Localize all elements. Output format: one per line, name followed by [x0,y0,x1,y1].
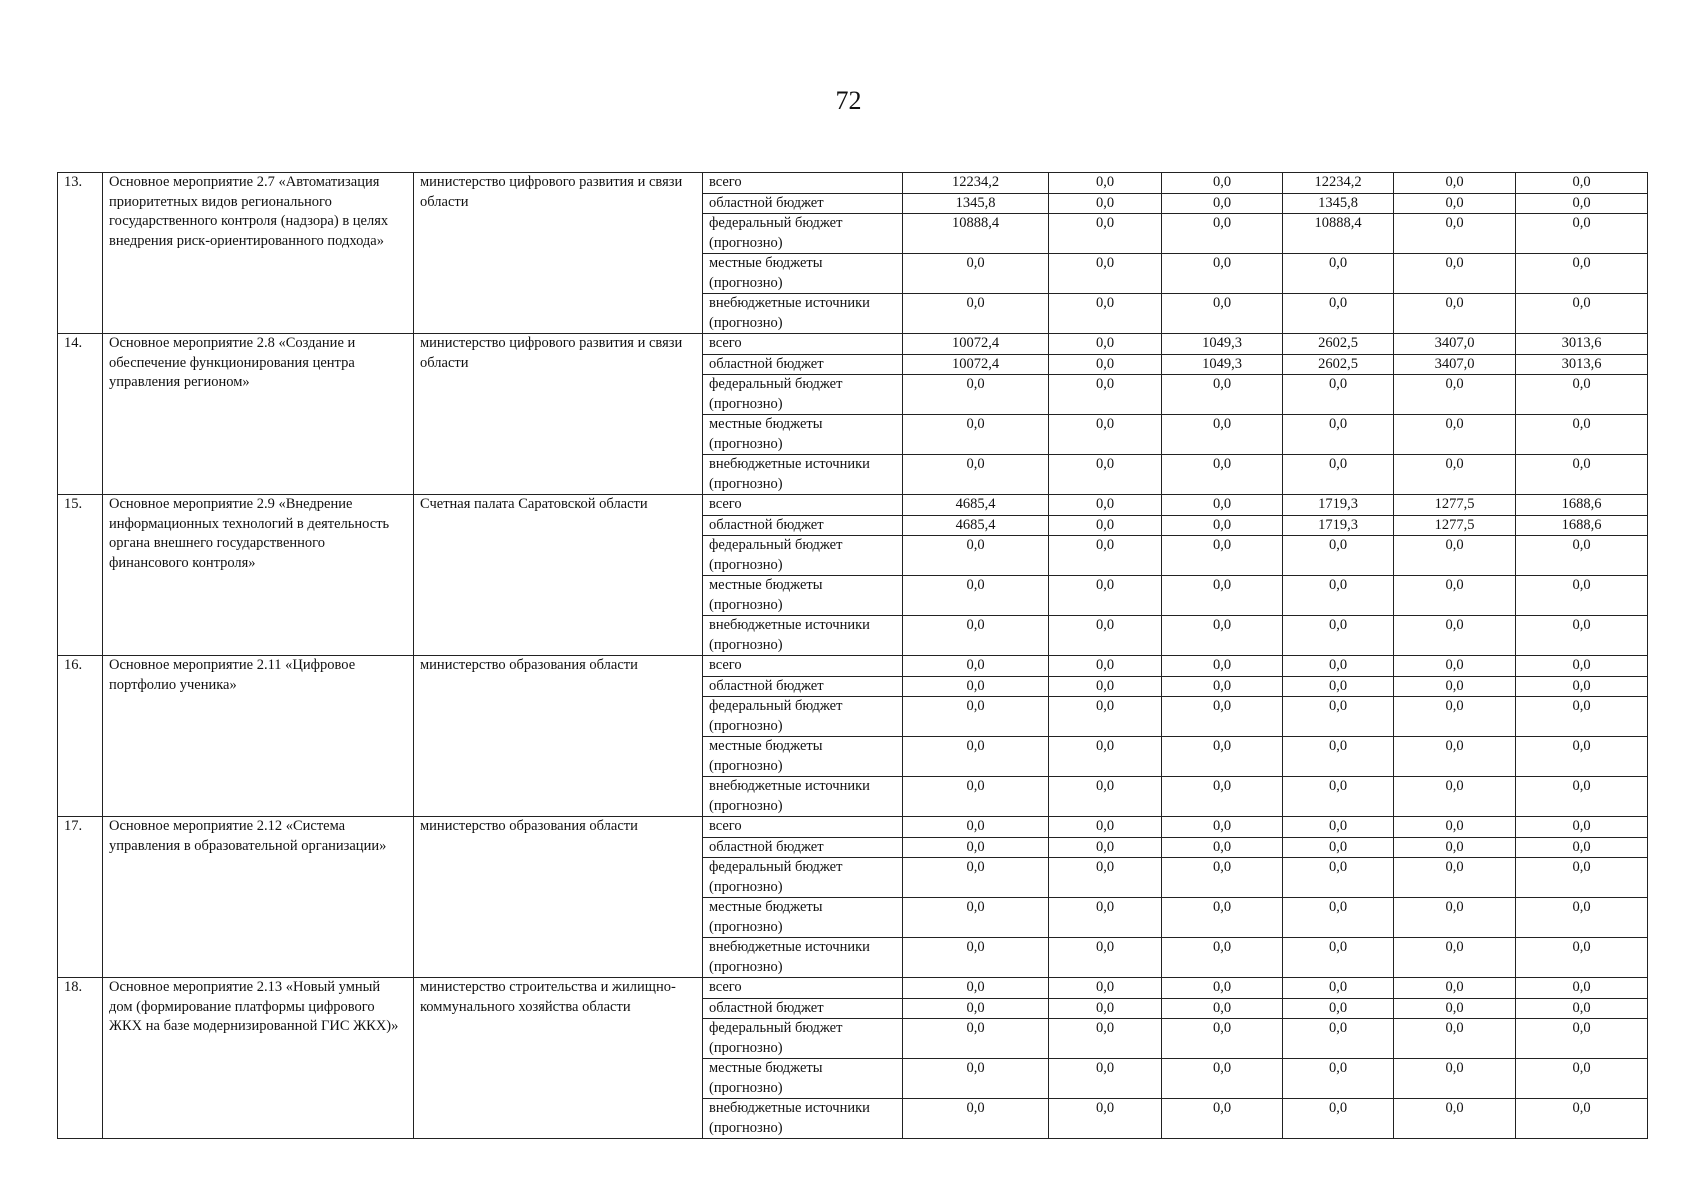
row-number: 15. [58,495,103,656]
funding-value: 0,0 [1283,294,1394,334]
funding-value: 0,0 [1162,938,1283,978]
funding-value: 0,0 [903,697,1049,737]
measure-title: Основное мероприятие 2.8 «Создание и обеспечение функционирования центра управления регионом» [103,334,414,495]
funding-value: 0,0 [1394,173,1516,194]
funding-value: 0,0 [1162,455,1283,495]
funding-source: всего [703,495,903,516]
funding-value: 0,0 [1049,536,1162,576]
funding-source: всего [703,817,903,838]
funding-value: 0,0 [1394,837,1516,858]
funding-value: 0,0 [903,455,1049,495]
funding-value: 0,0 [1394,254,1516,294]
funding-value: 0,0 [1516,214,1648,254]
funding-value: 0,0 [1049,294,1162,334]
funding-value: 0,0 [1162,375,1283,415]
funding-value: 0,0 [1394,294,1516,334]
executor: министерство цифрового развития и связи области [414,334,703,495]
funding-value: 0,0 [1516,455,1648,495]
funding-source: всего [703,173,903,194]
funding-source: местные бюджеты (прогнозно) [703,576,903,616]
funding-value: 10072,4 [903,354,1049,375]
funding-value: 0,0 [1162,415,1283,455]
funding-value: 0,0 [1162,616,1283,656]
funding-value: 10888,4 [903,214,1049,254]
funding-source: местные бюджеты (прогнозно) [703,415,903,455]
funding-value: 0,0 [1394,978,1516,999]
funding-value: 0,0 [1516,415,1648,455]
measure-title: Основное мероприятие 2.11 «Цифровое портфолио ученика» [103,656,414,817]
funding-value: 0,0 [1394,193,1516,214]
funding-value: 0,0 [903,375,1049,415]
funding-value: 0,0 [1283,455,1394,495]
funding-source: местные бюджеты (прогнозно) [703,737,903,777]
funding-value: 0,0 [1049,676,1162,697]
funding-value: 0,0 [1162,837,1283,858]
funding-value: 0,0 [903,616,1049,656]
funding-source: федеральный бюджет (прогнозно) [703,214,903,254]
funding-value: 12234,2 [903,173,1049,194]
table-row [58,495,1648,516]
row-number: 18. [58,978,103,1139]
funding-value: 0,0 [1394,697,1516,737]
funding-value: 0,0 [1283,1059,1394,1099]
funding-table [57,172,1648,1139]
funding-value: 0,0 [1394,455,1516,495]
funding-value: 0,0 [1049,998,1162,1019]
funding-value: 0,0 [903,1059,1049,1099]
row-number: 14. [58,334,103,495]
funding-value: 3013,6 [1516,334,1648,355]
funding-value: 0,0 [1049,515,1162,536]
funding-source: областной бюджет [703,515,903,536]
funding-value: 4685,4 [903,515,1049,536]
funding-value: 0,0 [903,294,1049,334]
funding-value: 0,0 [903,536,1049,576]
funding-value: 0,0 [1394,998,1516,1019]
funding-value: 0,0 [1283,1099,1394,1139]
funding-value: 0,0 [1394,536,1516,576]
funding-value: 0,0 [1049,616,1162,656]
funding-value: 0,0 [1283,817,1394,838]
funding-value: 12234,2 [1283,173,1394,194]
funding-value: 0,0 [1394,1019,1516,1059]
funding-value: 0,0 [1049,193,1162,214]
funding-value: 0,0 [903,837,1049,858]
funding-value: 0,0 [1049,777,1162,817]
funding-value: 0,0 [1516,978,1648,999]
funding-value: 0,0 [1283,656,1394,677]
funding-value: 0,0 [1162,1099,1283,1139]
funding-source: федеральный бюджет (прогнозно) [703,536,903,576]
funding-value: 0,0 [903,415,1049,455]
funding-value: 0,0 [1162,697,1283,737]
funding-value: 0,0 [1283,536,1394,576]
funding-value: 0,0 [903,1019,1049,1059]
executor: министерство образования области [414,817,703,978]
funding-value: 0,0 [1394,576,1516,616]
funding-value: 0,0 [1162,515,1283,536]
funding-value: 3407,0 [1394,334,1516,355]
funding-value: 0,0 [1516,898,1648,938]
funding-value: 0,0 [1049,1059,1162,1099]
executor: министерство образования области [414,656,703,817]
funding-source: внебюджетные источники (прогнозно) [703,455,903,495]
funding-value: 0,0 [903,817,1049,838]
funding-value: 2602,5 [1283,354,1394,375]
funding-value: 1277,5 [1394,495,1516,516]
funding-value: 0,0 [903,777,1049,817]
funding-value: 0,0 [1049,375,1162,415]
funding-value: 0,0 [903,576,1049,616]
funding-value: 0,0 [1516,294,1648,334]
funding-value: 0,0 [1162,294,1283,334]
funding-value: 0,0 [1162,817,1283,838]
funding-source: областной бюджет [703,676,903,697]
funding-source: местные бюджеты (прогнозно) [703,898,903,938]
funding-value: 0,0 [1162,536,1283,576]
funding-value: 0,0 [1516,998,1648,1019]
funding-value: 0,0 [1049,656,1162,677]
funding-value: 0,0 [1394,898,1516,938]
funding-value: 0,0 [1394,1059,1516,1099]
funding-source: внебюджетные источники (прогнозно) [703,616,903,656]
funding-value: 0,0 [1516,536,1648,576]
funding-source: областной бюджет [703,998,903,1019]
funding-source: федеральный бюджет (прогнозно) [703,375,903,415]
funding-value: 0,0 [1049,737,1162,777]
table-row [58,173,1648,194]
funding-value: 0,0 [1162,254,1283,294]
funding-value: 0,0 [1162,656,1283,677]
funding-value: 0,0 [903,656,1049,677]
funding-value: 0,0 [1516,1059,1648,1099]
funding-value: 0,0 [1049,415,1162,455]
funding-source: всего [703,334,903,355]
funding-value: 0,0 [1516,1099,1648,1139]
funding-value: 0,0 [1162,777,1283,817]
table-row [58,656,1648,677]
funding-value: 0,0 [1049,697,1162,737]
measure-title: Основное мероприятие 2.9 «Внедрение информационных технологий в деятельность органа внешнего государственного финансового контроля» [103,495,414,656]
funding-value: 0,0 [1049,978,1162,999]
funding-value: 0,0 [1049,1019,1162,1059]
measure-title: Основное мероприятие 2.7 «Автоматизация приоритетных видов регионального государственного контроля (надзора) в целях внедрения риск-ориентированного подхода» [103,173,414,334]
funding-value: 0,0 [1394,656,1516,677]
funding-value: 0,0 [1049,938,1162,978]
funding-value: 1049,3 [1162,354,1283,375]
funding-value: 0,0 [1516,616,1648,656]
funding-value: 0,0 [1516,656,1648,677]
funding-value: 0,0 [1283,576,1394,616]
funding-value: 1049,3 [1162,334,1283,355]
funding-value: 1345,8 [1283,193,1394,214]
funding-value: 0,0 [1049,334,1162,355]
funding-value: 0,0 [1162,978,1283,999]
funding-value: 0,0 [1283,616,1394,656]
funding-value: 0,0 [1516,837,1648,858]
funding-value: 0,0 [1516,193,1648,214]
funding-value: 0,0 [1049,817,1162,838]
funding-value: 10072,4 [903,334,1049,355]
funding-value: 0,0 [1162,495,1283,516]
funding-value: 0,0 [1394,938,1516,978]
funding-value: 0,0 [1283,938,1394,978]
funding-value: 10888,4 [1283,214,1394,254]
funding-value: 0,0 [1516,697,1648,737]
funding-value: 0,0 [1394,415,1516,455]
funding-value: 1688,6 [1516,495,1648,516]
funding-value: 0,0 [1049,254,1162,294]
funding-value: 0,0 [1516,375,1648,415]
funding-value: 0,0 [1283,898,1394,938]
funding-value: 0,0 [1162,576,1283,616]
funding-value: 1345,8 [903,193,1049,214]
funding-value: 0,0 [903,938,1049,978]
table-row [58,817,1648,838]
funding-source: внебюджетные источники (прогнозно) [703,938,903,978]
funding-value: 0,0 [1049,898,1162,938]
funding-value: 1719,3 [1283,495,1394,516]
funding-value: 0,0 [903,254,1049,294]
funding-value: 0,0 [903,978,1049,999]
funding-value: 0,0 [1049,837,1162,858]
funding-source: областной бюджет [703,193,903,214]
funding-value: 0,0 [1516,1019,1648,1059]
funding-value: 0,0 [1283,375,1394,415]
funding-value: 2602,5 [1283,334,1394,355]
funding-value: 0,0 [1162,858,1283,898]
funding-value: 0,0 [1394,737,1516,777]
funding-value: 0,0 [1516,737,1648,777]
funding-value: 0,0 [1283,837,1394,858]
funding-value: 0,0 [1516,858,1648,898]
funding-value: 0,0 [903,676,1049,697]
funding-source: внебюджетные источники (прогнозно) [703,777,903,817]
executor: министерство строительства и жилищно-коммунального хозяйства области [414,978,703,1139]
funding-value: 0,0 [903,737,1049,777]
funding-value: 0,0 [1283,777,1394,817]
funding-value: 0,0 [1162,173,1283,194]
funding-value: 0,0 [1162,998,1283,1019]
funding-source: внебюджетные источники (прогнозно) [703,1099,903,1139]
funding-source: областной бюджет [703,837,903,858]
funding-value: 0,0 [1283,858,1394,898]
row-number: 17. [58,817,103,978]
funding-value: 0,0 [1283,676,1394,697]
measure-title: Основное мероприятие 2.12 «Система управления в образовательной организации» [103,817,414,978]
funding-source: местные бюджеты (прогнозно) [703,254,903,294]
funding-value: 0,0 [1049,495,1162,516]
funding-value: 1277,5 [1394,515,1516,536]
funding-value: 0,0 [1394,616,1516,656]
funding-source: федеральный бюджет (прогнозно) [703,1019,903,1059]
funding-value: 1688,6 [1516,515,1648,536]
funding-value: 0,0 [1394,777,1516,817]
funding-source: внебюджетные источники (прогнозно) [703,294,903,334]
measure-title: Основное мероприятие 2.13 «Новый умный дом (формирование платформы цифрового ЖКХ на базе модернизированной ГИС ЖКХ)» [103,978,414,1139]
funding-value: 0,0 [1049,1099,1162,1139]
funding-value: 0,0 [1162,898,1283,938]
funding-value: 0,0 [1516,254,1648,294]
funding-value: 0,0 [1283,1019,1394,1059]
funding-value: 0,0 [1394,676,1516,697]
funding-value: 0,0 [903,1099,1049,1139]
funding-value: 0,0 [1283,998,1394,1019]
funding-value: 0,0 [1283,415,1394,455]
row-number: 16. [58,656,103,817]
funding-value: 4685,4 [903,495,1049,516]
funding-value: 0,0 [1162,1019,1283,1059]
funding-value: 0,0 [1049,455,1162,495]
funding-source: областной бюджет [703,354,903,375]
funding-value: 3407,0 [1394,354,1516,375]
row-number: 13. [58,173,103,334]
funding-value: 0,0 [1049,214,1162,254]
funding-source: местные бюджеты (прогнозно) [703,1059,903,1099]
funding-value: 0,0 [1516,576,1648,616]
funding-value: 0,0 [1283,978,1394,999]
executor: министерство цифрового развития и связи области [414,173,703,334]
funding-value: 0,0 [1162,676,1283,697]
table-row [58,978,1648,999]
table-row [58,334,1648,355]
funding-value: 0,0 [1516,817,1648,838]
funding-value: 3013,6 [1516,354,1648,375]
funding-value: 0,0 [1049,173,1162,194]
funding-value: 0,0 [1516,777,1648,817]
funding-value: 0,0 [903,858,1049,898]
funding-source: всего [703,978,903,999]
funding-source: федеральный бюджет (прогнозно) [703,858,903,898]
funding-source: федеральный бюджет (прогнозно) [703,697,903,737]
funding-value: 0,0 [1049,858,1162,898]
funding-value: 0,0 [1049,354,1162,375]
table-body [58,173,1648,1139]
funding-value: 1719,3 [1283,515,1394,536]
funding-value: 0,0 [1283,254,1394,294]
funding-value: 0,0 [1394,214,1516,254]
funding-value: 0,0 [1394,817,1516,838]
funding-value: 0,0 [1049,576,1162,616]
funding-value: 0,0 [1162,737,1283,777]
funding-value: 0,0 [903,898,1049,938]
funding-value: 0,0 [903,998,1049,1019]
funding-value: 0,0 [1516,173,1648,194]
funding-value: 0,0 [1394,858,1516,898]
funding-value: 0,0 [1162,1059,1283,1099]
funding-value: 0,0 [1516,938,1648,978]
funding-value: 0,0 [1394,1099,1516,1139]
funding-value: 0,0 [1516,676,1648,697]
executor: Счетная палата Саратовской области [414,495,703,656]
page-number: 72 [835,86,862,115]
funding-value: 0,0 [1283,697,1394,737]
funding-source: всего [703,656,903,677]
funding-value: 0,0 [1162,193,1283,214]
funding-value: 0,0 [1394,375,1516,415]
funding-value: 0,0 [1283,737,1394,777]
funding-value: 0,0 [1162,214,1283,254]
